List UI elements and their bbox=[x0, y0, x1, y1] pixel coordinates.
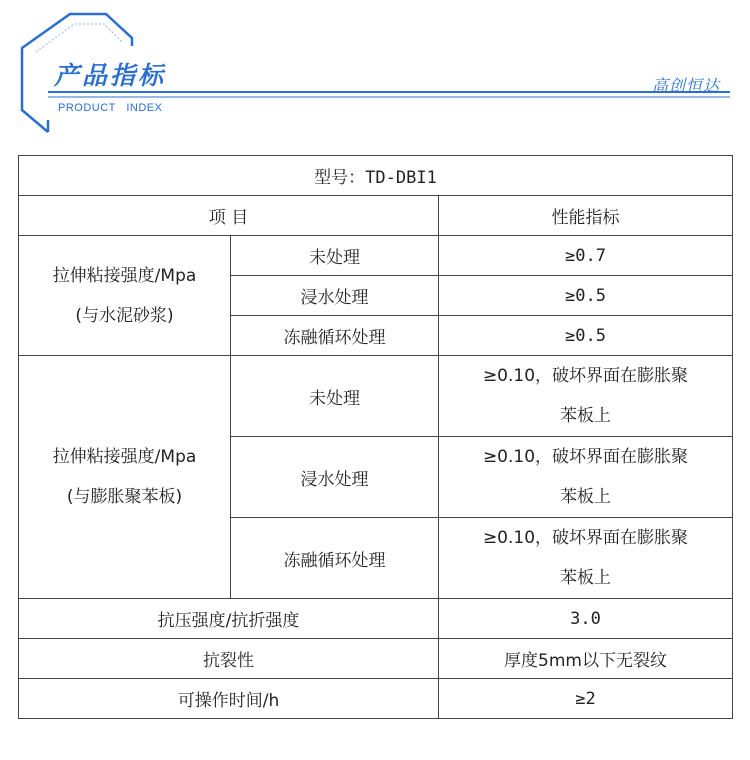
model-text: 型号：TD-DBI1 bbox=[314, 168, 437, 188]
table-header-row bbox=[19, 196, 733, 236]
brand-name: 高创恒达 bbox=[651, 76, 720, 95]
value-line2: 苯板上 bbox=[560, 406, 611, 426]
group2-label-line2: (与膨胀聚苯板) bbox=[66, 487, 183, 507]
page-subtitle: PRODUCT INDEX bbox=[58, 102, 163, 114]
condition-cell: 浸水处理 bbox=[231, 437, 439, 518]
spec-table bbox=[18, 155, 733, 719]
crack-label: 抗裂性 bbox=[19, 639, 439, 679]
value-line2: 苯板上 bbox=[560, 487, 611, 507]
page-header bbox=[0, 0, 750, 140]
value-cell bbox=[439, 437, 733, 518]
value-line1: ≥0.10，破坏界面在膨胀聚 bbox=[482, 366, 689, 386]
condition-cell: 冻融循环处理 bbox=[231, 316, 439, 356]
group2-label-line1: 拉伸粘接强度/Mpa bbox=[52, 447, 197, 467]
value-cell: ≥0.5 bbox=[439, 316, 733, 356]
value-cell bbox=[439, 356, 733, 437]
crack-value: 厚度5mm以下无裂纹 bbox=[439, 639, 733, 679]
value-cell bbox=[439, 518, 733, 599]
value-line2: 苯板上 bbox=[560, 568, 611, 588]
condition-cell: 冻融循环处理 bbox=[231, 518, 439, 599]
table-row-model bbox=[19, 156, 733, 196]
table-row bbox=[19, 599, 733, 639]
table-row bbox=[19, 236, 733, 276]
value-line1: ≥0.10，破坏界面在膨胀聚 bbox=[482, 447, 689, 467]
page-title: 产品指标 bbox=[54, 61, 167, 90]
compress-value: 3.0 bbox=[439, 599, 733, 639]
table-row bbox=[19, 679, 733, 719]
table-row bbox=[19, 639, 733, 679]
table-row bbox=[19, 356, 733, 437]
group1-label bbox=[19, 236, 231, 356]
worktime-label: 可操作时间/h bbox=[19, 679, 439, 719]
group1-label-line2: (与水泥砂浆) bbox=[75, 305, 174, 326]
col-header-item: 项 目 bbox=[19, 196, 439, 236]
worktime-value: ≥2 bbox=[439, 679, 733, 719]
value-cell: ≥0.7 bbox=[439, 236, 733, 276]
col-header-perf: 性能指标 bbox=[439, 196, 733, 236]
value-line1: ≥0.10，破坏界面在膨胀聚 bbox=[482, 528, 689, 548]
compress-label: 抗压强度/抗折强度 bbox=[19, 599, 439, 639]
model-cell bbox=[19, 156, 733, 196]
condition-cell: 浸水处理 bbox=[231, 276, 439, 316]
condition-cell: 未处理 bbox=[231, 236, 439, 276]
condition-cell: 未处理 bbox=[231, 356, 439, 437]
group2-label bbox=[19, 356, 231, 599]
value-cell: ≥0.5 bbox=[439, 276, 733, 316]
group1-label-line1: 拉伸粘接强度/Mpa bbox=[52, 265, 197, 286]
